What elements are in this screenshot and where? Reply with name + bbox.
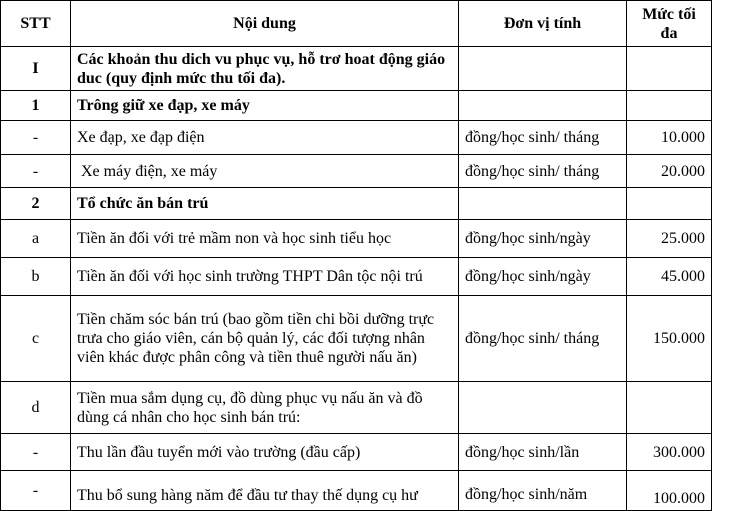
row-content: Thu lần đầu tuyển mới vào trường (đầu cấp) [71,434,459,471]
row-max: 10.000 [627,121,712,155]
table-row [1,220,712,258]
row-content: Xe đạp, xe đạp điện [71,121,459,155]
header-content: Nội dung [71,1,459,47]
header-row [1,1,712,47]
row-stt: - [1,471,71,511]
table-row [1,471,712,511]
row-stt: d [1,382,71,434]
row-content: Xe máy điện, xe máy [71,155,459,188]
row-stt: 1 [1,91,71,121]
row-max [627,188,712,220]
row-unit: đồng/học sinh/ tháng [459,121,627,155]
row-content: Tiền chăm sóc bán trú (bao gồm tiền chi bồi dưỡng trực trưa cho giáo viên, cán bộ quản lý, các đối tượng nhân viên khác được phân công và tiền thuê người nấu ăn) [71,296,459,382]
row-content: Tiền ăn đối với trẻ mầm non và học sinh tiểu học [71,220,459,258]
table-row [1,382,712,434]
row-stt: I [1,47,71,91]
row-unit: đồng/học sinh/lần [459,434,627,471]
row-content: Thu bổ sung hàng năm để đầu tư thay thế dụng cụ hư [71,471,459,511]
table-row [1,188,712,220]
row-unit [459,47,627,91]
row-stt: - [1,121,71,155]
row-max [627,382,712,434]
row-unit [459,382,627,434]
row-max: 300.000 [627,434,712,471]
table-row [1,47,712,91]
table-row [1,434,712,471]
row-content: Các khoản thu dich vu phục vụ, hỗ trơ hoat động giáo duc (quy định mức thu tối đa). [71,47,459,91]
row-max: 100.000 [627,471,712,511]
row-content: Tiền mua sắm dụng cụ, đồ dùng phục vụ nấu ăn và đồ dùng cá nhân cho học sinh bán trú: [71,382,459,434]
row-unit: đồng/học sinh/năm [459,471,627,511]
table-row [1,91,712,121]
row-max [627,91,712,121]
row-max: 20.000 [627,155,712,188]
row-stt: a [1,220,71,258]
header-max: Mức tối đa [627,1,712,47]
table-row [1,296,712,382]
row-content: Tổ chức ăn bán trú [71,188,459,220]
row-unit: đồng/học sinh/ tháng [459,296,627,382]
row-max: 25.000 [627,220,712,258]
row-stt: - [1,434,71,471]
row-unit [459,91,627,121]
row-unit [459,188,627,220]
row-max: 150.000 [627,296,712,382]
row-max: 45.000 [627,258,712,296]
row-unit: đồng/học sinh/ngày [459,220,627,258]
row-stt: b [1,258,71,296]
header-stt: STT [1,1,71,47]
row-content: Tiền ăn đối với học sinh trường THPT Dân tộc nội trú [71,258,459,296]
row-max [627,47,712,91]
table-row [1,155,712,188]
row-stt: 2 [1,188,71,220]
row-stt: c [1,296,71,382]
row-content: Trông giữ xe đạp, xe máy [71,91,459,121]
row-unit: đồng/học sinh/ngày [459,258,627,296]
header-unit: Đơn vị tính [459,1,627,47]
row-unit: đồng/học sinh/ tháng [459,155,627,188]
table-row [1,258,712,296]
row-stt: - [1,155,71,188]
table-row [1,121,712,155]
